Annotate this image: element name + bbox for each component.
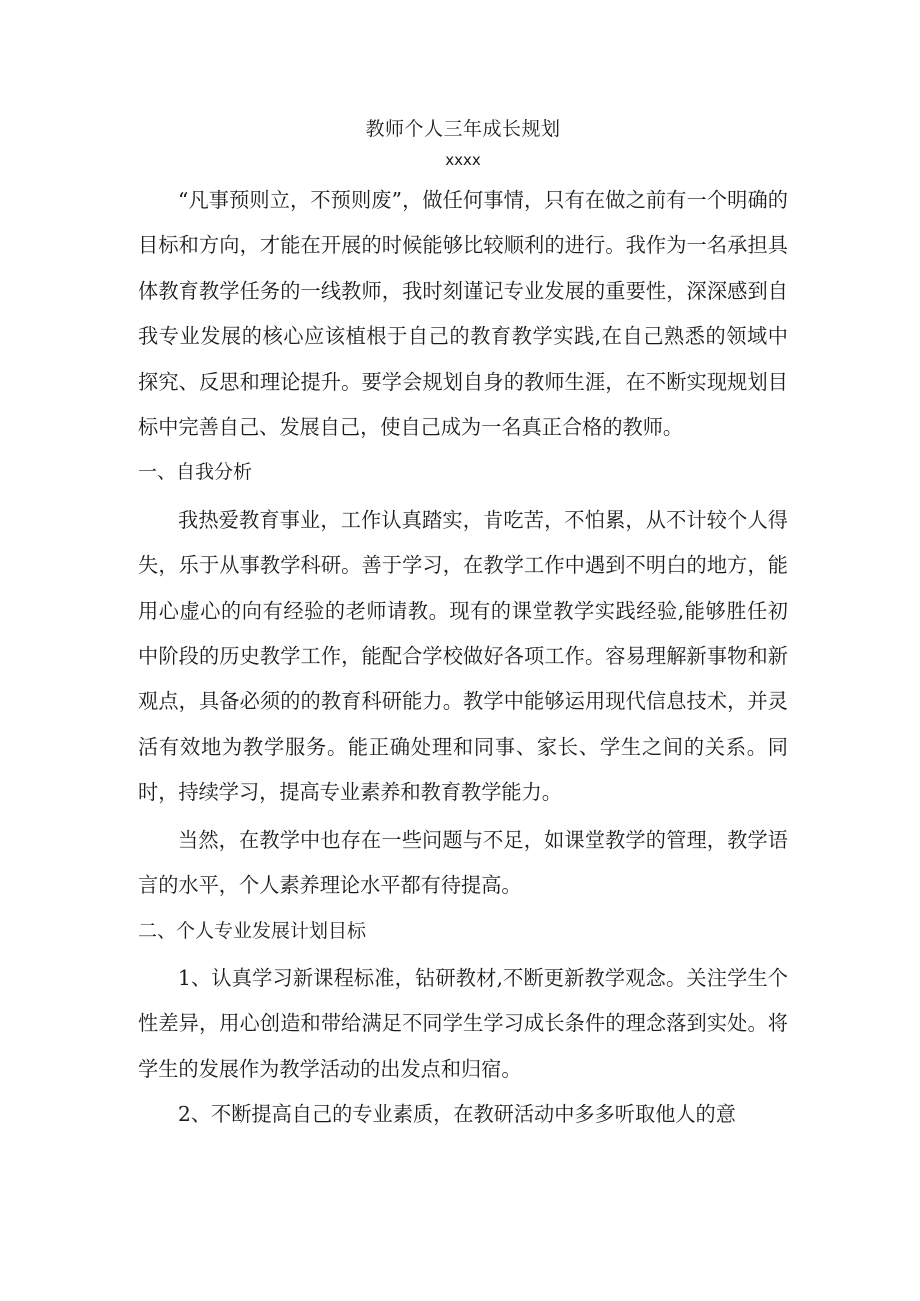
document-body (138, 112, 788, 1138)
section-heading-goals: 二、个人专业发展计划目标 (138, 919, 367, 942)
intro-paragraph: “凡事预则立，不预则废”，做任何事情，只有在做之前有一个明确的目标和方向，才能在开展的时候能够比较顺利的进行。我作为一名承担具体教育教学任务的一线教师，我时刻谨记专业发展的重要性，深深感到自我专业发展的核心应该植根于自己的教育教学实践,在自己熟悉的领域中探究、反思和理论提升。要学会规划自身的教师生涯，在不断实现规划目标中完善自己、发展自己，使自己成为一名真正合格的教师。 (138, 188, 788, 440)
goal-item-1: 1、认真学习新课程标准，钻研教材,不断更新教学观念。关注学生个性差异，用心创造和带给满足不同学生学习成长条件的理念落到实处。将学生的发展作为教学活动的出发点和归宿。 (138, 965, 788, 1081)
document-title: 教师个人三年成长规划 (365, 118, 561, 140)
section-heading-self-analysis: 一、自我分析 (138, 461, 253, 484)
shortcomings-paragraph: 当然，在教学中也存在一些问题与不足，如课堂教学的管理，教学语言的水平，个人素养理论水平都有待提高。 (138, 827, 788, 898)
goal-item-2: 2、不断提高自己的专业素质，在教研活动中多多听取他人的意 (178, 1102, 736, 1127)
self-analysis-paragraph: 我热爱教育事业，工作认真踏实，肯吃苦，不怕累，从不计较个人得失，乐于从事教学科研。善于学习，在教学工作中遇到不明白的地方，能用心虚心的向有经验的老师请教。现有的课堂教学实践经验,能够胜任初中阶段的历史教学工作，能配合学校做好各项工作。容易理解新事物和新观点，具备必须的的教育科研能力。教学中能够运用现代信息技术，并灵活有效地为教学服务。能正确处理和同事、家长、学生之间的关系。同时，持续学习，提高专业素养和教育教学能力。 (138, 507, 788, 805)
document-author: xxxx (445, 151, 481, 169)
